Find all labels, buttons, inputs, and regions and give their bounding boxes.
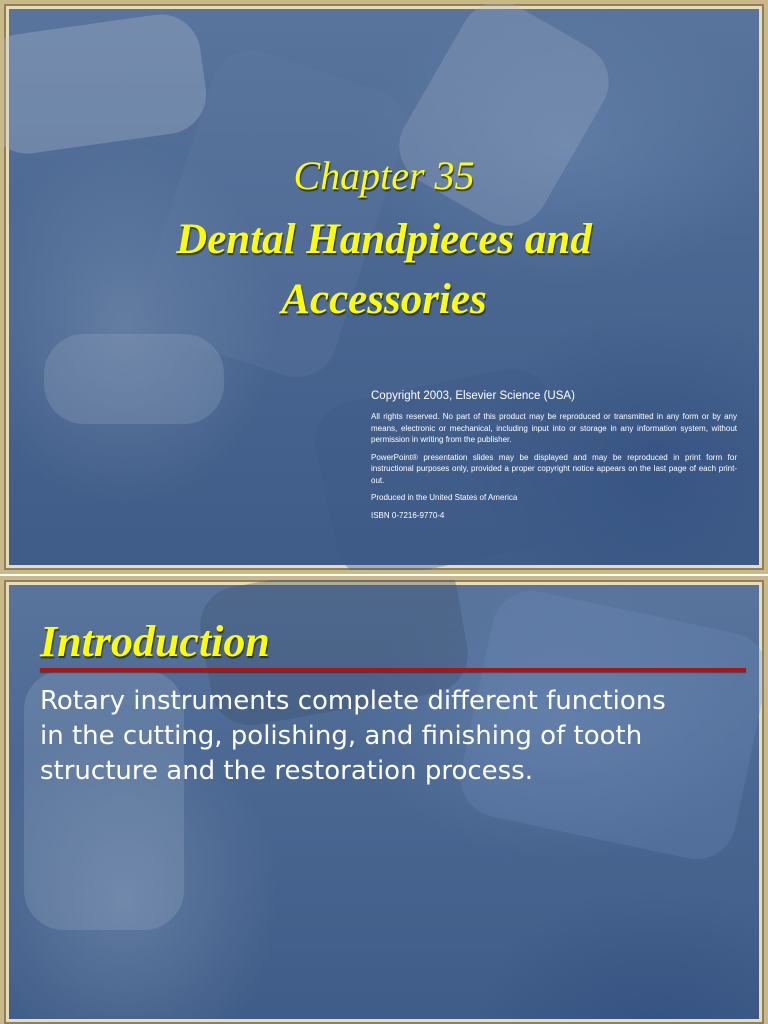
background-shape xyxy=(385,0,624,241)
slide-title-line: Accessories xyxy=(281,276,487,323)
chapter-label: Chapter 35 xyxy=(293,153,475,198)
rights-paragraph: All rights reserved. No part of this product may be reproduced or transmitted in any form or by any means, electronic or mechanical, including input into or storage in any information system, without permission in writing from the publisher. xyxy=(371,412,737,444)
introduction-heading: Introduction xyxy=(40,617,270,666)
slide-title xyxy=(4,210,764,330)
slide-title-line: Dental Handpieces and xyxy=(176,216,592,263)
background-shape xyxy=(44,334,224,424)
heading-divider xyxy=(40,668,746,672)
copyright-heading: Copyright 2003, Elsevier Science (USA) xyxy=(371,390,575,402)
powerpoint-paragraph: PowerPoint® presentation slides may be displayed and may be reproduced in print form for instructional purposes only, provided a proper copyright notice appears on the last page of each print-out. xyxy=(371,452,737,485)
isbn-paragraph: ISBN 0-7216-9770-4 xyxy=(371,510,445,520)
produced-in-paragraph: Produced in the United States of America xyxy=(371,493,518,502)
copyright-notice xyxy=(371,390,737,527)
background-shape xyxy=(0,9,211,158)
introduction-slide xyxy=(0,576,768,1024)
introduction-body: Rotary instruments complete different functions in the cutting, polishing, and finishing of tooth structure and the restoration process. xyxy=(40,686,666,786)
